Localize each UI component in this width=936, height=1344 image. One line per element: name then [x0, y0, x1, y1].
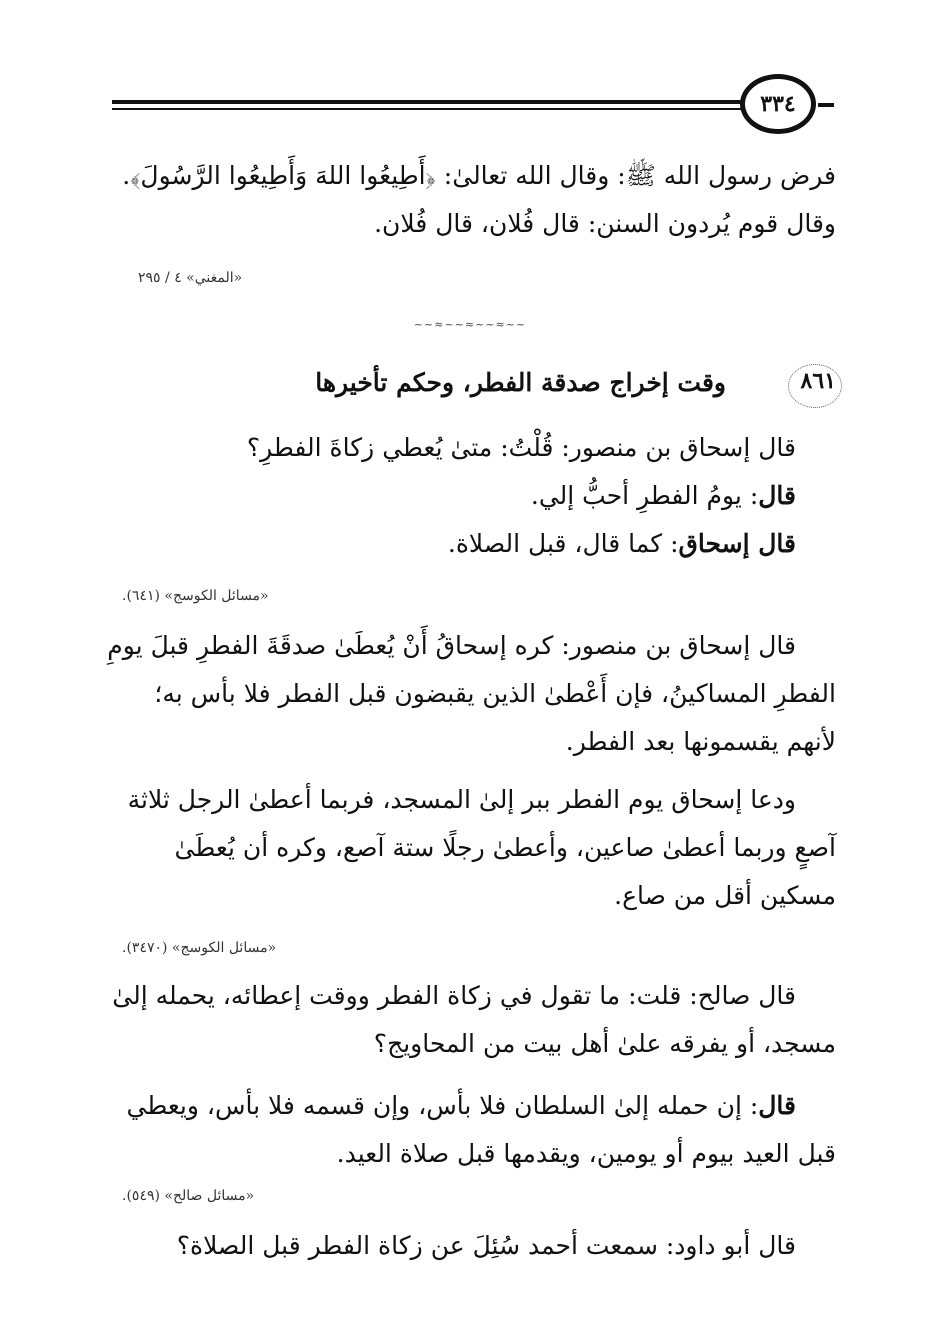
text-line: مسكين أقل من صاع. [614, 881, 836, 910]
text-line: فرض رسول الله ﷺ: وقال الله تعالىٰ: ﴿أَطِيعُوا اللهَ وَأَطِيعُوا الرَّسُولَ﴾. [122, 161, 836, 190]
text-line [96, 1082, 836, 1130]
text-line [96, 472, 836, 520]
section-number: ٨٦١ [800, 368, 836, 394]
page-number: ٣٣٤ [740, 74, 816, 134]
speaker-text: : كما قال، قبل الصلاة. [447, 529, 679, 558]
text-line: آصعٍ وربما أعطىٰ صاعين، وأعطىٰ رجلًا ستة آصع، وكره أن يُعطَىٰ [174, 833, 836, 862]
paragraph-salih-answer [96, 1082, 836, 1178]
source-citation: «مسائل الكوسج» (٣٤٧٠). [122, 940, 277, 956]
paragraph-ishaq-sadaqa [96, 622, 836, 766]
text-line: ودعا إسحاق يوم الفطر ببر إلىٰ المسجد، فربما أعطىٰ الرجل ثلاثة [127, 785, 796, 814]
text-line: لأنهم يقسمونها بعد الفطر. [565, 727, 836, 756]
text-line [96, 520, 836, 568]
section-divider-ornament: ~~≈~~≈~~≈~~ [413, 318, 527, 330]
header-rule-thin [112, 108, 742, 110]
speaker-text: : يومُ الفطرِ أحبُّ إلي. [530, 481, 759, 510]
speaker-label: قال إسحاق [678, 529, 796, 558]
paragraph-salih-question [96, 972, 836, 1068]
paragraph-ishaq-mosque [96, 776, 836, 920]
source-citation: «مسائل صالح» (٥٤٩). [122, 1188, 255, 1204]
speaker-text: : إن حمله إلىٰ السلطان فلا بأس، وإن قسمه فلا بأس، ويعطي [126, 1091, 759, 1120]
paragraph-abu-dawud [96, 1222, 836, 1270]
paragraph-quran-quote [96, 152, 836, 248]
speaker-label: قال [758, 481, 796, 510]
text-line: قبل العيد بيوم أو يومين، ويقدمها قبل صلاة العيد. [336, 1139, 836, 1168]
text-line: قال إسحاق بن منصور: قُلْتُ: متىٰ يُعطي زكاةَ الفطرِ؟ [246, 433, 796, 462]
text-line: الفطرِ المساكينُ، فإن أَعْطىٰ الذين يقبضون قبل الفطر فلا بأس به؛ [154, 679, 836, 708]
text-line: مسجد، أو يفرقه علىٰ أهل بيت من المحاويج؟ [373, 1029, 836, 1058]
source-citation: «المغني» ٤ / ٢٩٥ [138, 270, 243, 286]
header-rule-end [818, 103, 834, 107]
header-rule-thick [112, 100, 742, 104]
text-line: وقال قوم يُردون السنن: قال فُلان، قال فُلان. [374, 209, 836, 238]
text-line: قال صالح: قلت: ما تقول في زكاة الفطر ووقت إعطائه، يحمله إلىٰ [112, 981, 796, 1010]
text-line: قال إسحاق بن منصور: كره إسحاقُ أَنْ يُعطَىٰ صدقَةَ الفطرِ قبلَ يومِ [107, 631, 796, 660]
text-line: قال أبو داود: سمعت أحمد سُئِلَ عن زكاة الفطر قبل الصلاة؟ [176, 1231, 796, 1260]
paragraph-ishaq-question [96, 424, 836, 568]
section-title: وقت إخراج صدقة الفطر، وحكم تأخيرها [315, 368, 726, 397]
section-heading [96, 362, 836, 412]
source-citation: «مسائل الكوسج» (٦٤١). [122, 588, 269, 604]
speaker-label: قال [758, 1091, 796, 1120]
